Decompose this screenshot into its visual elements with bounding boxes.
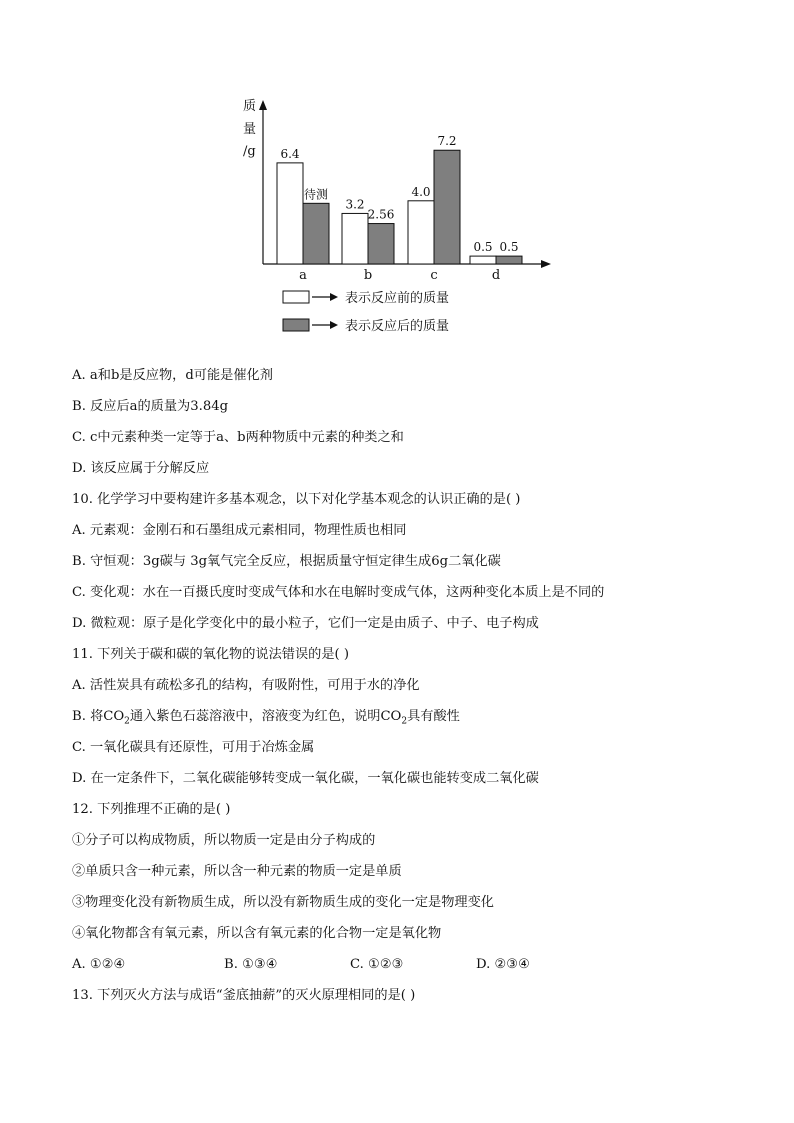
category-label-d: d [491, 268, 501, 283]
q11-b-sub1: 2 [124, 716, 130, 727]
q12-options [72, 955, 772, 986]
legend-after-label: 表示反应后的质量 [345, 319, 450, 334]
q10-stem: 10. 化学学习中要构建许多基本观念，以下对化学基本观念的认识正确的是( ) [72, 492, 521, 507]
bar-c-after [434, 150, 460, 264]
y-label-3: /g [243, 144, 256, 159]
bar-d-before [470, 256, 496, 264]
bar-b-after [368, 224, 394, 264]
q11-stem: 11. 下列关于碳和碳的氧化物的说法错误的是( ) [72, 647, 350, 662]
bar-d-after [496, 256, 522, 264]
legend-before-arrowhead [330, 293, 338, 301]
data-label-d-after: 0.5 [499, 240, 519, 255]
q11-option-b [72, 707, 772, 738]
q11-option-c: C. 一氧化碳具有还原性，可用于冶炼金属 [72, 740, 315, 755]
q12-statement-3: ③物理变化没有新物质生成，所以没有新物质生成的变化一定是物理变化 [72, 895, 494, 910]
data-label-a-before: 6.4 [280, 146, 300, 161]
q12-stem: 12. 下列推理不正确的是( ) [72, 802, 231, 817]
data-label-d-before: 0.5 [473, 240, 493, 255]
q12-statement-4: ④氧化物都含有氧元素，所以含有氧元素的化合物一定是氧化物 [72, 926, 442, 941]
y-label-1: 质 [243, 99, 257, 114]
data-label-c-before: 4.0 [411, 184, 431, 199]
q11-b-sub2: 2 [401, 716, 408, 727]
data-label-c-after: 7.2 [437, 134, 457, 149]
q12-option-c: C. ①②③ [350, 957, 404, 972]
question-text [72, 366, 772, 1017]
y-axis-arrow [259, 100, 267, 110]
q9-option-b: B. 反应后a的质量为3.84g [72, 399, 229, 414]
q12-option-a: A. ①②④ [72, 957, 126, 972]
q9-option-d: D. 该反应属于分解反应 [72, 461, 210, 476]
q13-stem: 13. 下列灭火方法与成语“釜底抽薪”的灭火原理相同的是( ) [72, 988, 416, 1003]
bar-a-before [277, 163, 303, 264]
q10-option-c: C. 变化观：水在一百摄氏度时变成气体和水在电解时变成气体，这两种变化本质上是不同的 [72, 585, 605, 600]
bar-c-before [408, 201, 434, 264]
data-label-a-after: 待测 [303, 187, 329, 202]
legend-after-arrowhead [330, 321, 338, 329]
q12-option-b: B. ①③④ [224, 957, 278, 972]
legend-before-label: 表示反应前的质量 [345, 291, 450, 306]
data-label-b-after: 2.56 [367, 207, 395, 222]
data-label-b-before: 3.2 [345, 197, 365, 212]
bar-b-before [342, 213, 368, 264]
legend-after-swatch [283, 319, 309, 331]
q11-option-a: A. 活性炭具有疏松多孔的结构，有吸附性，可用于水的净化 [72, 678, 420, 693]
x-axis-arrow [541, 260, 551, 268]
q12-option-d: D. ②③④ [476, 957, 530, 972]
q10-option-a: A. 元素观：金刚石和石墨组成元素相同，物理性质也相同 [72, 523, 407, 538]
y-label-2: 量 [243, 122, 257, 137]
q9-option-c: C. c中元素种类一定等于a、b两种物质中元素的种类之和 [72, 430, 404, 445]
category-label-b: b [363, 268, 373, 283]
category-label-a: a [299, 268, 307, 283]
legend-before-swatch [283, 291, 309, 303]
q10-option-b: B. 守恒观：3g碳与 3g氧气完全反应，根据质量守恒定律生成6g二氧化碳 [72, 554, 501, 569]
q12-statement-1: ①分子可以构成物质，所以物质一定是由分子构成的 [72, 833, 376, 848]
q10-option-d: D. 微粒观：原子是化学变化中的最小粒子，它们一定是由质子、中子、电子构成 [72, 616, 539, 631]
q11-b-part3: 具有酸性 [407, 709, 460, 724]
bar-a-after [303, 203, 329, 264]
q12-statement-2: ②单质只含一种元素，所以含一种元素的物质一定是单质 [72, 864, 402, 879]
q11-option-d: D. 在一定条件下，二氧化碳能够转变成一氧化碳，一氧化碳也能转变成二氧化碳 [72, 771, 539, 786]
q11-b-part2: 通入紫色石蕊溶液中，溶液变为红色，说明CO [129, 709, 402, 724]
mass-bar-chart [0, 0, 794, 350]
q9-option-a: A. a和b是反应物，d可能是催化剂 [72, 368, 273, 383]
category-label-c: c [430, 268, 438, 283]
q11-b-part1: B. 将CO [72, 709, 125, 724]
